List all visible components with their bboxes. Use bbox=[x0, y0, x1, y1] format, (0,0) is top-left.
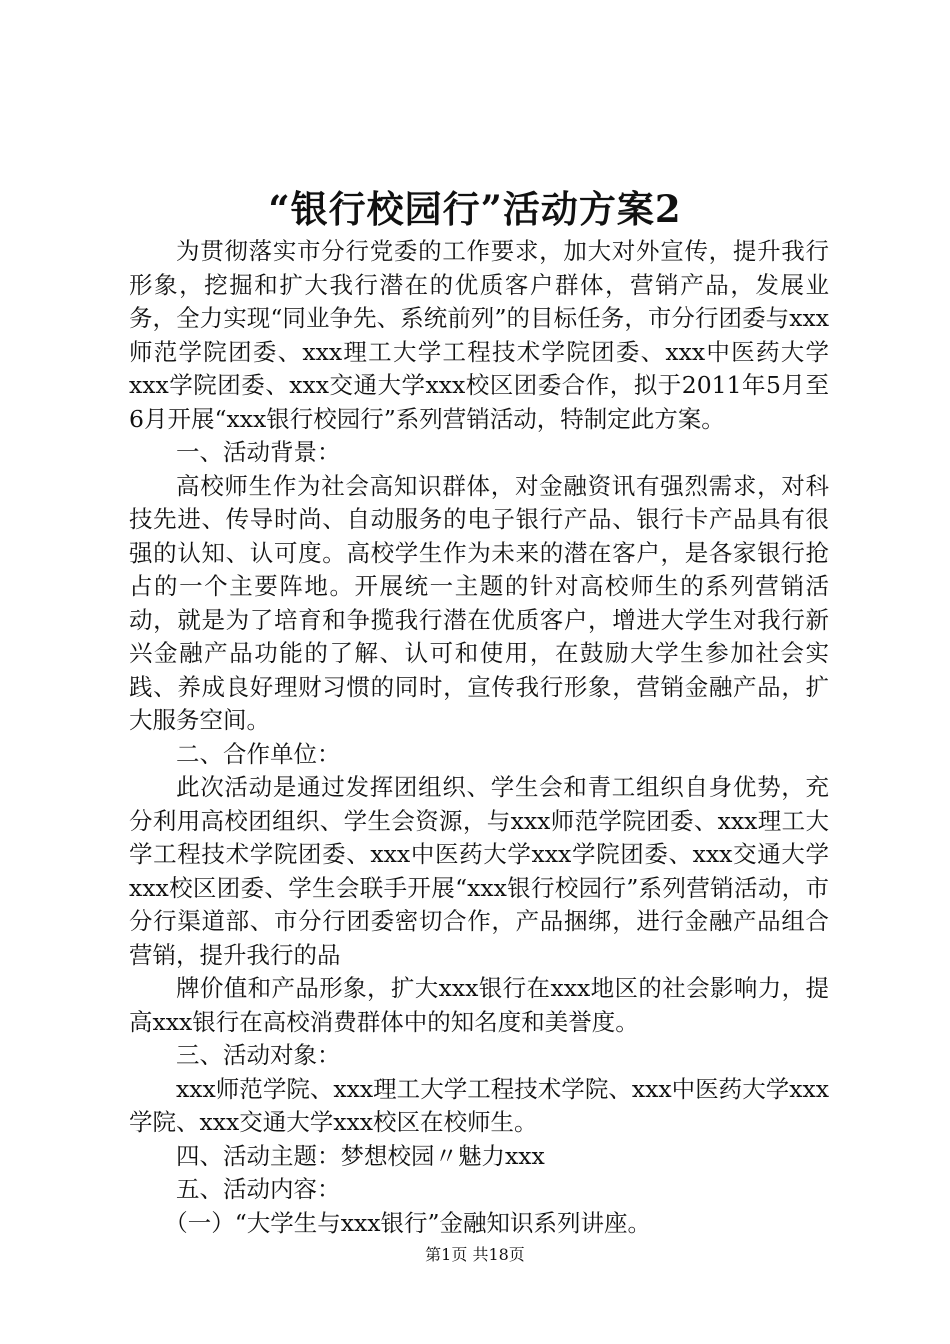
section-5-heading: 五、活动内容： bbox=[176, 1175, 341, 1203]
intro-paragraph: 为贯彻落实市分行党委的工作要求，加大对外宣传，提升我行形象，挖掘和扩大我行潜在的优质客户群体，营销产品，发展业务，全力实现“同业争先、系统前列”的目标任务，市分行团委与xxx师范学院团委、xxx理工大学工程技术学院团委、xxx中医药大学xxx学院团委、xxx交通大学xxx校区团委合作，拟于2011年5月至6月开展“xxx银行校园行”系列营销活动，特制定此方案。 bbox=[129, 237, 829, 433]
section-3-heading: 三、活动对象： bbox=[176, 1041, 341, 1069]
document-title: “银行校园行”活动方案2 bbox=[268, 187, 682, 231]
section-1-paragraph: 高校师生作为社会高知识群体，对金融资讯有强烈需求，对科技先进、传导时尚、自动服务的电子银行产品、银行卡产品具有很强的认知、认可度。高校学生作为未来的潜在客户，是各家银行抢占的一个主要阵地。开展统一主题的针对高校师生的系列营销活动，就是为了培育和争揽我行潜在优质客户，增进大学生对我行新兴金融产品功能的了解、认可和使用，在鼓励大学生参加社会实践、养成良好理财习惯的同时，宣传我行形象，营销金融产品，扩大服务空间。 bbox=[129, 471, 829, 734]
page-footer: 第1页 共18页 bbox=[425, 1245, 525, 1264]
document-body bbox=[129, 235, 829, 1240]
section-2-paragraph-b: 牌价值和产品形象，扩大xxx银行在xxx地区的社会影响力，提高xxx银行在高校消费群体中的知名度和美誉度。 bbox=[129, 974, 829, 1036]
section-2-paragraph-a: 此次活动是通过发挥团组织、学生会和青工组织自身优势，充分利用高校团组织、学生会资源，与xxx师范学院团委、xxx理工大学工程技术学院团委、xxx中医药大学xxx学院团委、xxx交通大学xxx校区团委、学生会联手开展“xxx银行校园行”系列营销活动，市分行渠道部、市分行团委密切合作，产品捆绑，进行金融产品组合营销，提升我行的品 bbox=[129, 773, 829, 969]
section-2-heading: 二、合作单位： bbox=[176, 739, 341, 768]
section-5-item-1: （一）“大学生与xxx银行”金融知识系列讲座。 bbox=[164, 1208, 652, 1237]
section-3-paragraph: xxx师范学院、xxx理工大学工程技术学院、xxx中医药大学xxx学院、xxx交通大学xxx校区在校师生。 bbox=[129, 1074, 829, 1136]
section-1-heading: 一、活动背景： bbox=[176, 438, 341, 466]
section-4-heading: 四、活动主题：梦想校园〃魅力xxx bbox=[176, 1141, 545, 1170]
